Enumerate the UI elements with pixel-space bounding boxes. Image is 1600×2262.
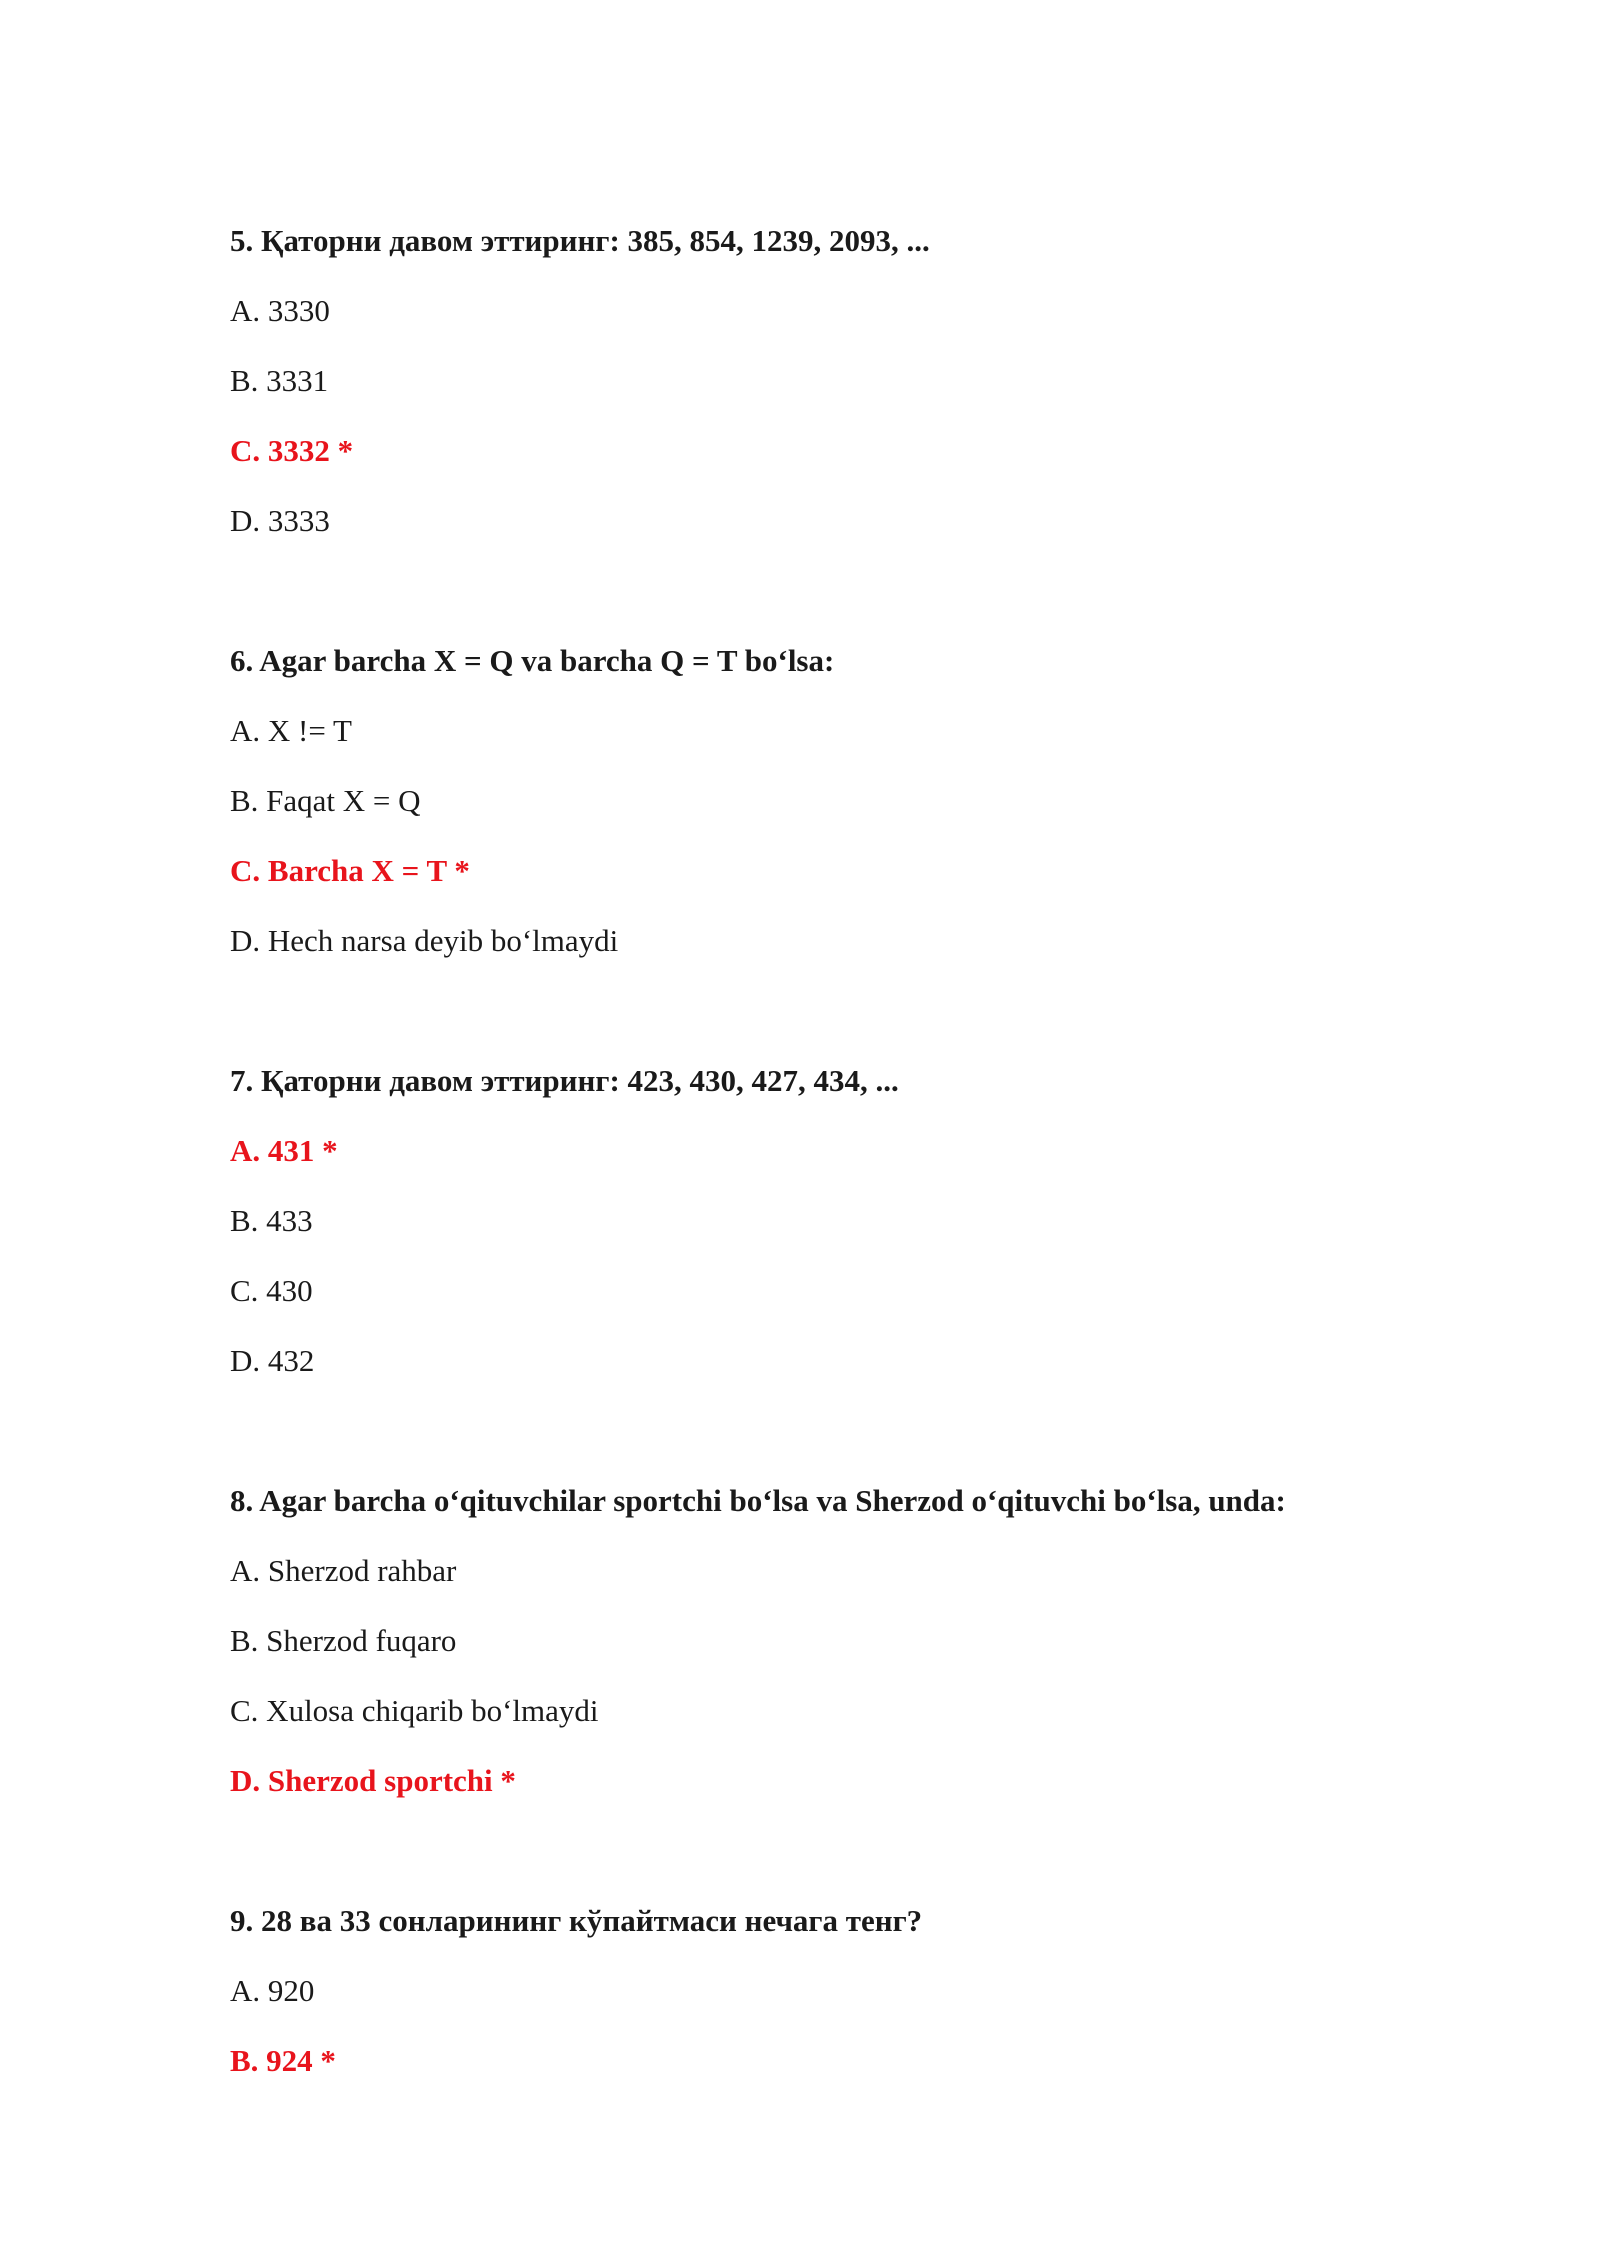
answer-option-b: B. 924 *: [230, 2043, 336, 2078]
question-text: 9. 28 ва 33 сонларининг кўпайтмаси нечага тенг?: [230, 1903, 923, 1938]
answer-option-a: A. X != T: [230, 713, 352, 748]
answer-option-c: C. 430: [230, 1273, 313, 1308]
question-9: [230, 1899, 1430, 2109]
answer-option-c: C. 3332 *: [230, 433, 354, 468]
answer-option-c: C. Barcha X = T *: [230, 853, 470, 888]
answer-option-b: B. 433: [230, 1203, 313, 1238]
question-text: 5. Қаторни давом эттиринг: 385, 854, 1239, 2093, ...: [230, 223, 930, 258]
question-5: [230, 219, 1430, 569]
answer-option-a: A. Sherzod rahbar: [230, 1553, 457, 1588]
answer-option-a: A. 3330: [230, 293, 330, 328]
answer-option-a: A. 920: [230, 1973, 315, 2008]
answer-option-d: D. Sherzod sportchi *: [230, 1763, 516, 1798]
answer-option-d: D. 3333: [230, 503, 330, 538]
answer-option-c: C. Xulosa chiqarib bo‘lmaydi: [230, 1693, 599, 1728]
question-6: [230, 639, 1430, 989]
question-text: 8. Agar barcha o‘qituvchilar sportchi bo‘lsa va Sherzod o‘qituvchi bo‘lsa, unda:: [230, 1483, 1286, 1518]
answer-option-a: A. 431 *: [230, 1133, 338, 1168]
answer-option-d: D. 432: [230, 1343, 315, 1378]
question-7: [230, 1059, 1430, 1409]
question-text: 7. Қаторни давом эттиринг: 423, 430, 427, 434, ...: [230, 1063, 899, 1098]
answer-option-b: B. Faqat X = Q: [230, 783, 421, 818]
answer-option-d: D. Hech narsa deyib bo‘lmaydi: [230, 923, 619, 958]
answer-option-b: B. Sherzod fuqaro: [230, 1623, 457, 1658]
question-text: 6. Agar barcha X = Q va barcha Q = T bo‘lsa:: [230, 643, 835, 678]
question-8: [230, 1479, 1430, 1829]
answer-option-b: B. 3331: [230, 363, 329, 398]
